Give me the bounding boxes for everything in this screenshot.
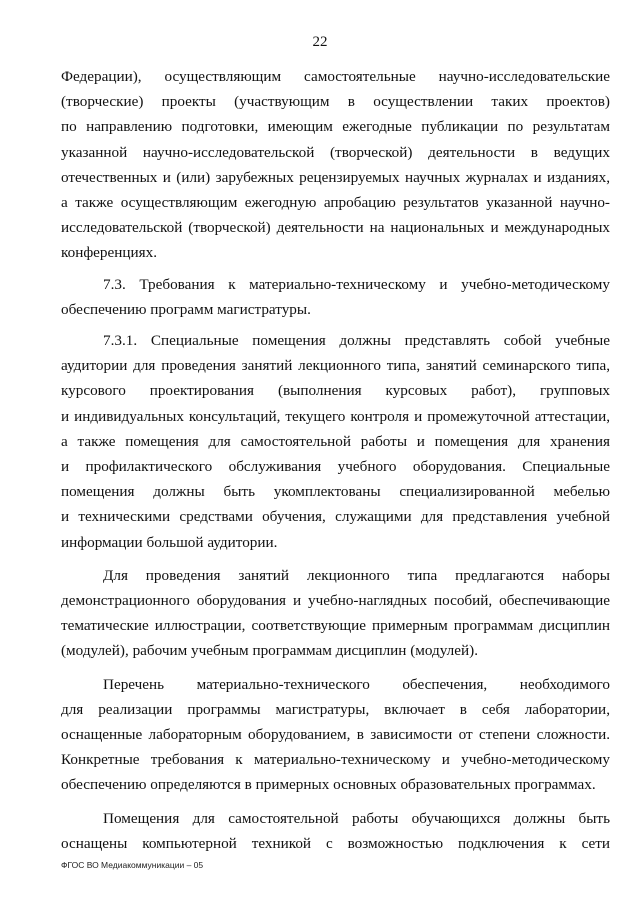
document-body bbox=[61, 64, 610, 862]
text-line: Перечень материально-технического обеспечения, необходимого bbox=[103, 675, 610, 693]
paragraph bbox=[61, 806, 610, 856]
text-line: оснащенные лабораторным оборудованием, в зависимости от степени сложности. bbox=[61, 726, 610, 744]
paragraph bbox=[61, 672, 610, 798]
text-line: и индивидуальных консультаций, текущего контроля и промежуточной аттестации, bbox=[61, 407, 610, 425]
page-number: 22 bbox=[312, 34, 328, 50]
text-line: по направлению подготовки, имеющим ежегодные публикации по результатам bbox=[61, 118, 610, 136]
text-line: и техническими средствами обучения, служащими для представления учебной bbox=[61, 508, 610, 526]
paragraph bbox=[61, 328, 610, 555]
paragraph bbox=[61, 272, 610, 322]
text-line: оснащены компьютерной техникой с возможностью подключения к сети bbox=[61, 834, 610, 852]
paragraph bbox=[61, 64, 610, 266]
text-line: указанной научно-исследовательской (творческой) деятельности в ведущих bbox=[61, 143, 610, 161]
text-line: обеспечению определяются в примерных основных образовательных программах. bbox=[61, 776, 596, 794]
text-line: (творческие) проекты (участвующим в осуществлении таких проектов) bbox=[61, 93, 610, 111]
text-line: конференциях. bbox=[61, 244, 158, 262]
text-line: помещения должны быть укомплектованы специализированной мебелью bbox=[61, 483, 610, 501]
text-line: (модулей), рабочим учебным программам дисциплин (модулей). bbox=[61, 642, 478, 660]
text-line: отечественных и (или) зарубежных рецензируемых научных журналах и изданиях, bbox=[61, 168, 610, 186]
text-line: Конкретные требования к материально-техническому и учебно-методическому bbox=[61, 751, 610, 769]
text-line: обеспечению программ магистратуры. bbox=[61, 300, 311, 318]
text-line: 7.3. Требования к материально-техническому и учебно-методическому bbox=[103, 275, 610, 293]
text-line: курсового проектирования (выполнения курсовых работ), групповых bbox=[61, 382, 610, 400]
text-line: для реализации программы магистратуры, включает в себя лаборатории, bbox=[61, 700, 610, 718]
text-line: информации большой аудитории. bbox=[61, 533, 278, 551]
text-line: исследовательской (творческой) деятельности на национальных и международных bbox=[61, 219, 610, 237]
text-line: 7.3.1. Специальные помещения должны представлять собой учебные bbox=[103, 332, 610, 350]
text-line: а также помещения для самостоятельной работы и помещения для хранения bbox=[61, 432, 610, 450]
text-line: и профилактического обслуживания учебного оборудования. Специальные bbox=[61, 458, 610, 476]
text-line: Федерации), осуществляющим самостоятельные научно-исследовательские bbox=[61, 68, 610, 85]
text-line: аудитории для проведения занятий лекционного типа, занятий семинарского типа, bbox=[61, 357, 610, 375]
text-line: а также осуществляющим ежегодную апробацию результатов указанной научно- bbox=[61, 194, 610, 212]
paragraph bbox=[61, 563, 610, 664]
text-line: демонстрационного оборудования и учебно-наглядных пособий, обеспечивающие bbox=[61, 592, 610, 610]
text-line: Для проведения занятий лекционного типа предлагаются наборы bbox=[103, 566, 610, 584]
footer-label: ФГОС ВО Медиакоммуникации – 05 bbox=[61, 860, 204, 870]
text-line: тематические иллюстрации, соответствующие примерным программам дисциплин bbox=[61, 617, 610, 635]
text-line: Помещения для самостоятельной работы обучающихся должны быть bbox=[103, 809, 610, 827]
